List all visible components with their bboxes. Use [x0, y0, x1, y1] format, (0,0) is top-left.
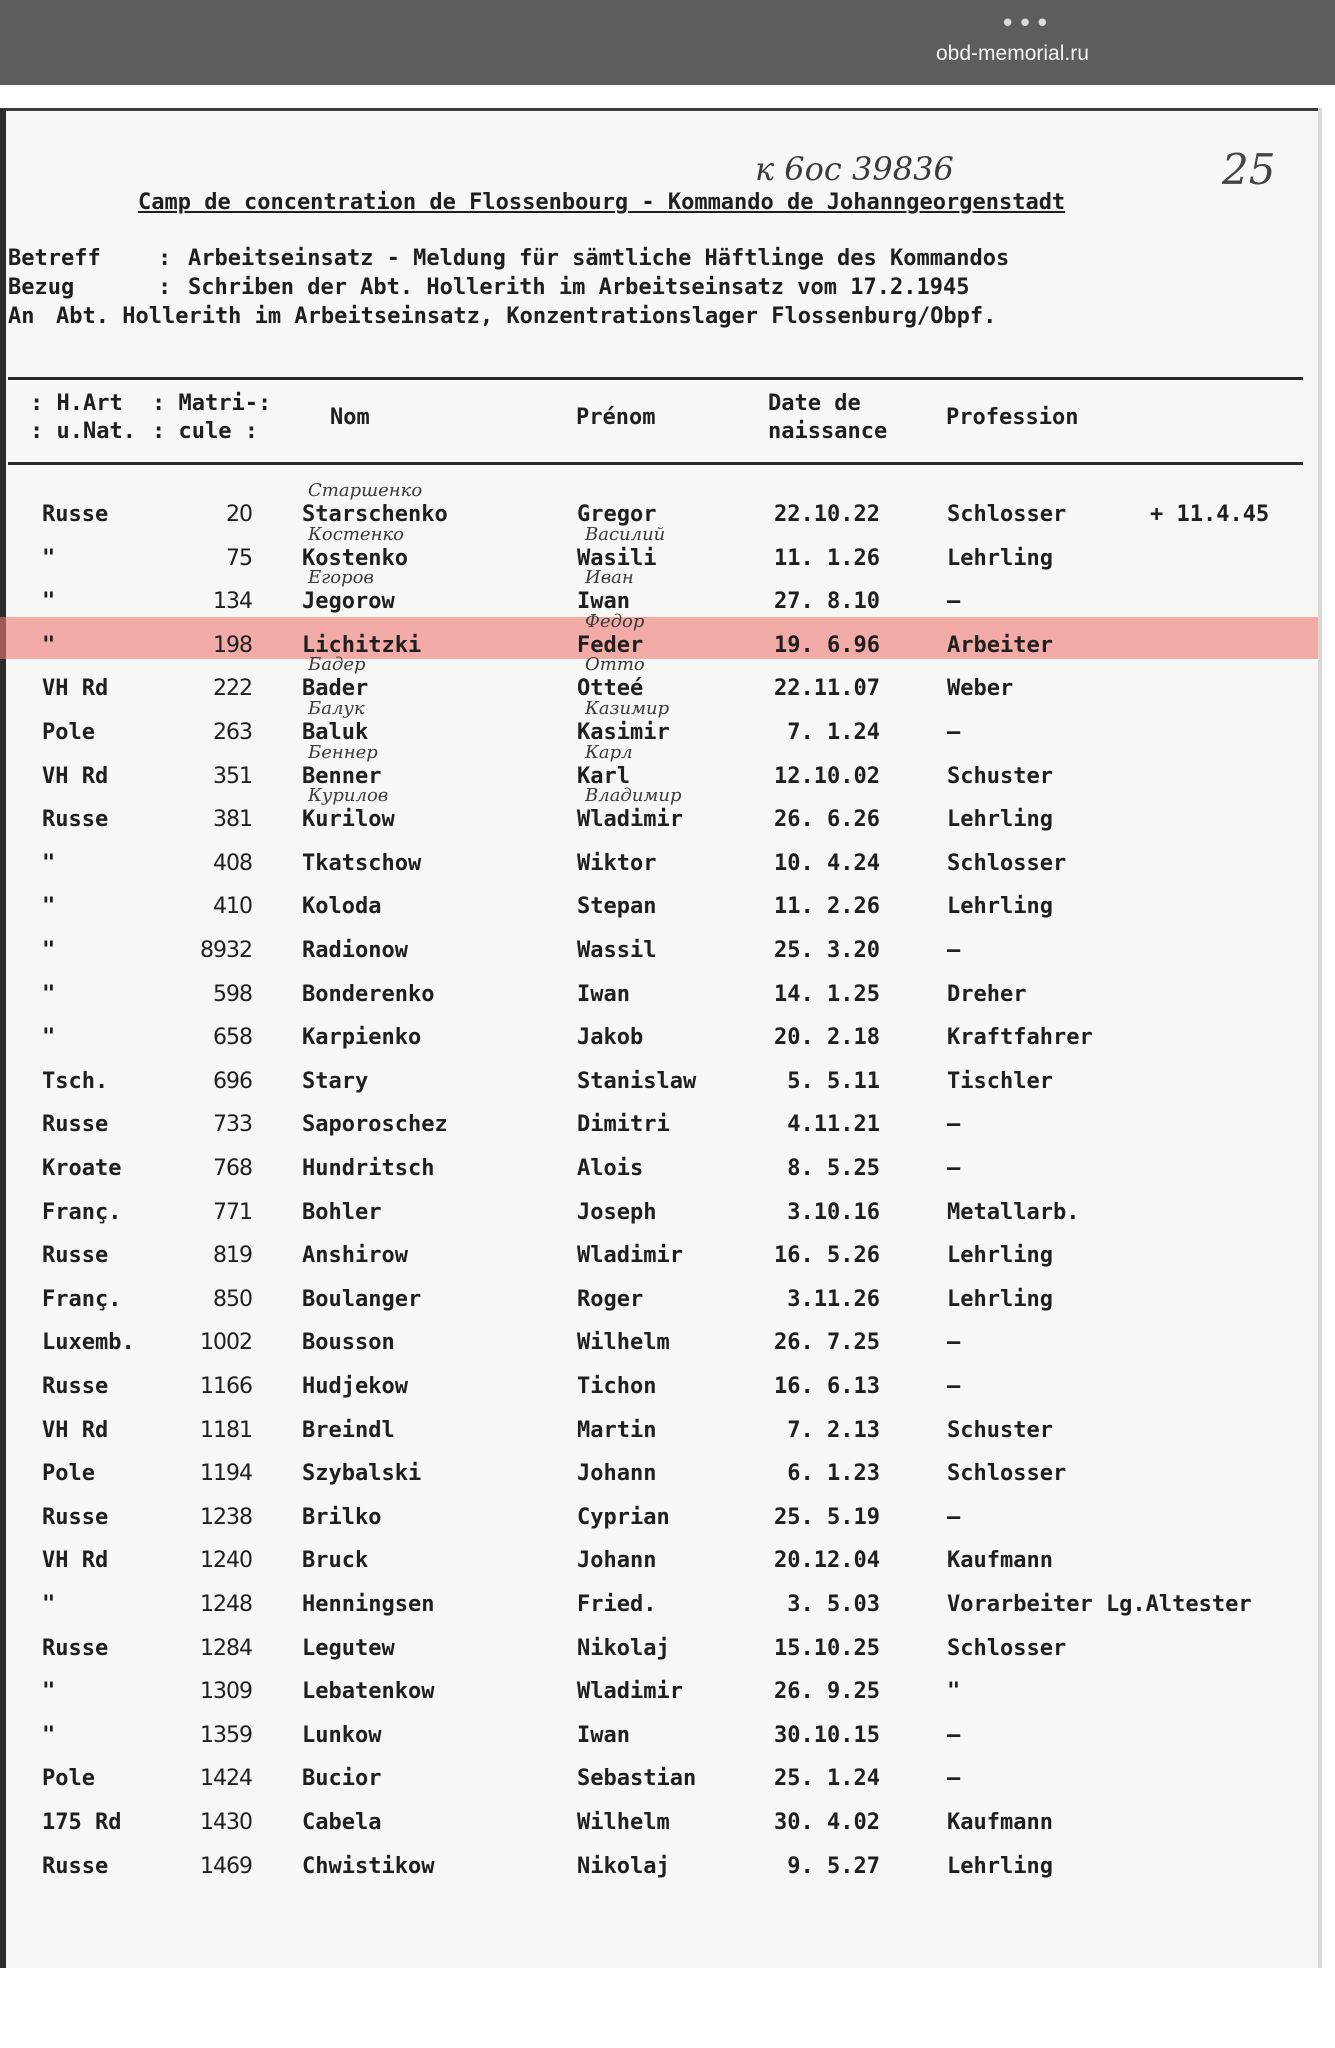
date-naissance-cell: 25. 3.20 [774, 938, 880, 963]
date-naissance-cell: 14. 1.25 [774, 981, 880, 1007]
date-naissance-cell: 26. 6.26 [774, 807, 880, 833]
prenom-cell: Sebastian [577, 1766, 697, 1792]
nationality-cell: " [42, 938, 56, 963]
profession-cell: — [947, 938, 961, 963]
date-naissance-cell: 16. 6.13 [774, 1374, 880, 1399]
matricule-cell: 1359 [200, 1722, 252, 1748]
prenom-cell: Nikolaj [577, 1853, 670, 1879]
title-kommando: Kommando de Johanngeorgenstadt [667, 190, 1066, 215]
profession-cell: Vorarbeiter Lg.Altester [947, 1592, 1252, 1617]
table-row [0, 610, 1318, 672]
table-row [0, 1806, 1318, 1849]
nom-cell: Bonderenko [302, 981, 435, 1007]
profession-cell: Lehrling [947, 807, 1053, 833]
nom-cell: Szybalski [302, 1461, 422, 1487]
prenom-cell: Wilhelm [577, 1330, 670, 1356]
header-date-naissance: Date de naissance [768, 391, 888, 444]
header-h-art: : H.Art : u.Nat. [30, 391, 136, 444]
prenom-cell: Iwan [577, 1722, 630, 1748]
bezug-value: Schriben der Abt. Hollerith im Arbeitseinsatz vom 17.2.1945 [188, 275, 970, 300]
page-number: 25 [1222, 145, 1276, 194]
nationality-cell: VH Rd [42, 763, 109, 789]
handwritten-nom: Курилов [308, 785, 389, 807]
profession-cell: Arbeiter [947, 632, 1053, 658]
an-label: An [8, 304, 35, 329]
paper-edge [1318, 108, 1322, 1968]
matricule-cell: 8932 [200, 938, 252, 963]
table-row [0, 1283, 1318, 1326]
nationality-cell: Russe [42, 502, 109, 527]
table-row [0, 1152, 1318, 1195]
date-naissance-cell: 25. 5.19 [774, 1504, 880, 1530]
profession-cell: Lehrling [947, 545, 1053, 571]
table-header-rule [8, 462, 1303, 465]
prenom-cell: Wasili [577, 545, 657, 571]
prenom-cell: Martin [577, 1417, 657, 1443]
table-row [0, 1326, 1318, 1369]
date-naissance-cell: 11. 1.26 [774, 545, 880, 571]
matricule-cell: 1166 [200, 1374, 252, 1399]
nom-cell: Hundritsch [302, 1156, 435, 1181]
date-naissance-cell: 22.11.07 [774, 676, 880, 702]
handwritten-prenom: Владимир [585, 785, 682, 807]
nationality-cell: Luxemb. [42, 1330, 135, 1356]
nom-cell: Bohler [302, 1199, 382, 1225]
an-value: Abt. Hollerith im Arbeitseinsatz, Konzentrationslager Flossenburg/Obpf. [56, 304, 997, 329]
nom-cell: Radionow [302, 938, 408, 963]
nom-cell: Kostenko [302, 545, 408, 571]
prenom-cell: Stepan [577, 894, 657, 920]
nationality-cell: " [42, 632, 56, 658]
profession-cell: Schlosser [947, 1635, 1067, 1661]
header-matricule: : Matri-: : cule : [152, 391, 272, 444]
handwritten-prenom: Карл [585, 741, 633, 763]
nationality-cell: " [42, 1025, 56, 1051]
title-separator: - [628, 190, 668, 215]
matricule-cell: 1469 [200, 1853, 252, 1879]
table-row [0, 847, 1318, 890]
matricule-cell: 771 [213, 1199, 252, 1225]
profession-cell: Schuster [947, 763, 1053, 789]
prenom-cell: Johann [577, 1461, 657, 1487]
handwritten-prenom: Отто [585, 654, 645, 676]
nom-cell: Lebatenkow [302, 1679, 435, 1705]
prenom-cell: Feder [577, 632, 644, 658]
date-naissance-cell: 8. 5.25 [787, 1156, 880, 1181]
matricule-cell: 1424 [200, 1766, 252, 1792]
prenom-cell: Karl [577, 763, 630, 789]
matricule-cell: 134 [213, 589, 252, 615]
matricule-cell: 1194 [200, 1461, 252, 1487]
table-row [0, 1457, 1318, 1500]
profession-cell: Schlosser [947, 502, 1067, 527]
nationality-cell: " [42, 981, 56, 1007]
prenom-cell: Fried. [577, 1592, 657, 1617]
nom-cell: Cabela [302, 1810, 382, 1835]
nom-cell: Karpienko [302, 1025, 422, 1051]
handwritten-nom: Бадер [308, 654, 366, 676]
table-top-rule [8, 377, 1303, 380]
handwritten-nom: Егоров [308, 567, 374, 589]
profession-cell: Metallarb. [947, 1199, 1080, 1225]
prenom-cell: Gregor [577, 502, 657, 527]
an-line [8, 304, 996, 329]
nom-cell: Brilko [302, 1504, 382, 1530]
date-naissance-cell: 22.10.22 [774, 502, 880, 527]
matricule-cell: 819 [213, 1243, 252, 1269]
date-naissance-cell: 7. 1.24 [787, 720, 880, 745]
profession-cell: — [947, 1374, 961, 1399]
nationality-cell: " [42, 1722, 56, 1748]
handwritten-prenom: Василий [585, 523, 666, 545]
table-row [0, 567, 1318, 628]
date-naissance-cell: 4.11.21 [787, 1112, 880, 1138]
nom-cell: Koloda [302, 894, 382, 920]
nom-cell: Benner [302, 763, 382, 789]
nationality-cell: Pole [42, 1461, 95, 1487]
prenom-cell: Jakob [577, 1025, 644, 1051]
nom-cell: Breindl [302, 1417, 395, 1443]
matricule-cell: 410 [213, 894, 252, 920]
nom-cell: Legutew [302, 1635, 395, 1661]
prenom-cell: Wassil [577, 938, 657, 963]
handwritten-nom: Беннер [308, 741, 378, 763]
table-row [0, 1762, 1318, 1805]
nationality-cell: Russe [42, 1635, 109, 1661]
matricule-cell: 658 [213, 1025, 252, 1051]
site-url[interactable]: obd-memorial.ru [936, 42, 1089, 65]
matricule-cell: 75 [226, 545, 252, 571]
profession-cell: — [947, 1504, 961, 1530]
table-row [0, 1370, 1318, 1413]
prenom-cell: Wladimir [577, 1679, 683, 1705]
nationality-cell: " [42, 545, 56, 571]
nom-cell: Anshirow [302, 1243, 408, 1269]
nationality-cell: Tsch. [42, 1068, 109, 1094]
nom-cell: Henningsen [302, 1592, 435, 1617]
note-cell: + 11.4.45 [1150, 502, 1270, 527]
header-prenom: Prénom [576, 405, 656, 430]
table-row [0, 1632, 1318, 1675]
prenom-cell: Iwan [577, 589, 630, 615]
table-row [0, 1850, 1318, 1893]
nom-cell: Starschenko [302, 502, 448, 527]
prenom-cell: Dimitri [577, 1112, 670, 1138]
matricule-cell: 198 [213, 632, 252, 658]
nom-cell: Bousson [302, 1330, 395, 1356]
date-naissance-cell: 7. 2.13 [787, 1417, 880, 1443]
profession-cell: — [947, 720, 961, 745]
nationality-cell: Pole [42, 720, 95, 745]
matricule-cell: 1240 [200, 1548, 252, 1574]
nom-cell: Stary [302, 1068, 369, 1094]
nationality-cell: Russe [42, 1243, 109, 1269]
date-naissance-cell: 20. 2.18 [774, 1025, 880, 1051]
nom-cell: Bucior [302, 1766, 382, 1792]
profession-cell: — [947, 1766, 961, 1792]
table-row [0, 934, 1318, 977]
matricule-cell: 408 [213, 850, 252, 876]
document-title [138, 190, 1065, 215]
profession-cell: Schlosser [947, 1461, 1067, 1487]
table-row [0, 1414, 1318, 1457]
prenom-cell: Wiktor [577, 850, 657, 876]
betreff-label: Betreff [8, 246, 101, 271]
nom-cell: Hudjekow [302, 1374, 408, 1399]
prenom-cell: Alois [577, 1156, 644, 1181]
prenom-cell: Joseph [577, 1199, 657, 1225]
table-row [0, 1675, 1318, 1718]
profession-cell: Tischler [947, 1068, 1053, 1094]
profession-cell: Lehrling [947, 1243, 1053, 1269]
prenom-cell: Kasimir [577, 720, 670, 745]
date-naissance-cell: 9. 5.27 [787, 1853, 880, 1879]
profession-cell: — [947, 1330, 961, 1356]
profession-cell: — [947, 1156, 961, 1181]
date-naissance-cell: 19. 6.96 [774, 632, 880, 658]
matricule-cell: 768 [213, 1156, 252, 1181]
nom-cell: Tkatschow [302, 850, 422, 876]
matricule-cell: 1430 [200, 1810, 252, 1835]
nom-cell: Saporoschez [302, 1112, 448, 1138]
matricule-cell: 696 [213, 1068, 252, 1094]
nom-cell: Bruck [302, 1548, 369, 1574]
nom-cell: Jegorow [302, 589, 395, 615]
prenom-cell: Johann [577, 1548, 657, 1574]
profession-cell: Schuster [947, 1417, 1053, 1443]
table-row [0, 890, 1318, 933]
prenom-cell: Wilhelm [577, 1810, 670, 1835]
nom-cell: Lunkow [302, 1722, 382, 1748]
nationality-cell: 175 Rd [42, 1810, 122, 1835]
table-row [0, 1196, 1318, 1239]
prenom-cell: Iwan [577, 981, 630, 1007]
matricule-cell: 1248 [200, 1592, 252, 1617]
handwritten-nom: Старшенко [308, 480, 423, 501]
nationality-cell: " [42, 1592, 56, 1617]
table-row [0, 523, 1318, 585]
handwritten-prenom: Федор [585, 610, 645, 632]
date-naissance-cell: 10. 4.24 [774, 850, 880, 876]
date-naissance-cell: 16. 5.26 [774, 1243, 880, 1269]
matricule-cell: 1181 [200, 1417, 252, 1443]
date-naissance-cell: 26. 9.25 [774, 1679, 880, 1705]
table-row [0, 785, 1318, 846]
table-row [0, 1544, 1318, 1587]
nationality-cell: VH Rd [42, 1417, 109, 1443]
more-menu-icon[interactable]: ••• [1000, 9, 1053, 39]
profession-cell: — [947, 1722, 961, 1748]
profession-cell: Lehrling [947, 1286, 1053, 1312]
table-row [0, 1719, 1318, 1762]
table-row [0, 1021, 1318, 1064]
nationality-cell: Kroate [42, 1156, 122, 1181]
betreff-value: Arbeitseinsatz - Meldung für sämtliche Häftlinge des Kommandos [188, 246, 1010, 271]
profession-cell: Weber [947, 676, 1014, 702]
table-row [0, 978, 1318, 1021]
nom-cell: Bader [302, 676, 369, 702]
nationality-cell: Russe [42, 1504, 109, 1530]
betreff-line: Betreff : Arbeitseinsatz - Meldung für sämtliche Häftlinge des Kommandos [8, 246, 1010, 271]
header-profession: Profession [946, 405, 1079, 430]
matricule-cell: 20 [226, 502, 252, 527]
table-row [0, 1108, 1318, 1151]
nationality-cell: Russe [42, 807, 109, 833]
table-row [0, 1239, 1318, 1282]
matricule-cell: 1238 [200, 1504, 252, 1530]
date-naissance-cell: 26. 7.25 [774, 1330, 880, 1356]
prenom-cell: Wladimir [577, 1243, 683, 1269]
table-row [0, 698, 1318, 759]
profession-cell: " [947, 1679, 961, 1705]
bezug-label: Bezug [8, 275, 75, 300]
nationality-cell: Russe [42, 1374, 109, 1399]
prenom-cell: Nikolaj [577, 1635, 670, 1661]
nationality-cell: VH Rd [42, 676, 109, 702]
table-row [0, 1588, 1318, 1631]
matricule-cell: 263 [213, 720, 252, 745]
matricule-cell: 1284 [200, 1635, 252, 1661]
date-naissance-cell: 20.12.04 [774, 1548, 880, 1574]
nom-cell: Boulanger [302, 1286, 422, 1312]
table-row [0, 1065, 1318, 1108]
date-naissance-cell: 3.10.16 [787, 1199, 880, 1225]
profession-cell: — [947, 1112, 961, 1138]
matricule-cell: 598 [213, 981, 252, 1007]
prenom-cell: Cyprian [577, 1504, 670, 1530]
nom-cell: Baluk [302, 720, 369, 745]
profession-cell: Dreher [947, 981, 1027, 1007]
prenom-cell: Wladimir [577, 807, 683, 833]
profession-cell: Kaufmann [947, 1810, 1053, 1835]
matricule-cell: 1002 [200, 1330, 252, 1356]
nationality-cell: VH Rd [42, 1548, 109, 1574]
profession-cell: Schlosser [947, 850, 1067, 876]
date-naissance-cell: 3.11.26 [787, 1286, 880, 1312]
prenom-cell: Tichon [577, 1374, 657, 1399]
nom-cell: Chwistikow [302, 1853, 435, 1879]
matricule-cell: 733 [213, 1112, 252, 1138]
date-naissance-cell: 6. 1.23 [787, 1461, 880, 1487]
nom-cell: Lichitzki [302, 632, 422, 658]
prenom-cell: Roger [577, 1286, 644, 1312]
nationality-cell: Russe [42, 1853, 109, 1879]
matricule-cell: 351 [213, 763, 252, 789]
browser-top-bar [0, 0, 1335, 85]
nationality-cell: " [42, 894, 56, 920]
nationality-cell: Pole [42, 1766, 95, 1792]
date-naissance-cell: 12.10.02 [774, 763, 880, 789]
date-naissance-cell: 27. 8.10 [774, 589, 880, 615]
profession-cell: Lehrling [947, 894, 1053, 920]
nationality-cell: " [42, 589, 56, 615]
nationality-cell: Franç. [42, 1286, 122, 1312]
matricule-cell: 222 [213, 676, 252, 702]
bezug-line: Bezug : Schriben der Abt. Hollerith im Arbeitseinsatz vom 17.2.1945 [8, 275, 970, 300]
date-naissance-cell: 25. 1.24 [774, 1766, 880, 1792]
date-naissance-cell: 11. 2.26 [774, 894, 880, 920]
date-naissance-cell: 30. 4.02 [774, 1810, 880, 1835]
prenom-cell: Stanislaw [577, 1068, 697, 1094]
nom-cell: Kurilow [302, 807, 395, 833]
date-naissance-cell: 3. 5.03 [787, 1592, 880, 1617]
header-nom: Nom [330, 405, 370, 430]
table-row [0, 1501, 1318, 1544]
title-camp: Camp de concentration de Flossenbourg [138, 190, 629, 215]
date-naissance-cell: 30.10.15 [774, 1722, 880, 1748]
matricule-cell: 850 [213, 1286, 252, 1312]
matricule-cell: 381 [213, 807, 252, 833]
nationality-cell: Franç. [42, 1199, 122, 1225]
handwritten-reference: к 6ос 39836 [755, 150, 954, 188]
profession-cell: Kraftfahrer [947, 1025, 1093, 1051]
handwritten-prenom: Иван [585, 567, 634, 589]
date-naissance-cell: 15.10.25 [774, 1635, 880, 1661]
date-naissance-cell: 5. 5.11 [787, 1068, 880, 1094]
profession-cell: Lehrling [947, 1853, 1053, 1879]
handwritten-nom: Костенко [308, 523, 405, 545]
nationality-cell: " [42, 850, 56, 876]
matricule-cell: 1309 [200, 1679, 252, 1705]
profession-cell: Kaufmann [947, 1548, 1053, 1574]
profession-cell: — [947, 589, 961, 615]
prenom-cell: Otteé [577, 676, 644, 702]
nationality-cell: " [42, 1679, 56, 1705]
handwritten-nom: Балук [308, 698, 365, 719]
handwritten-prenom: Казимир [585, 698, 670, 719]
nationality-cell: Russe [42, 1112, 109, 1138]
